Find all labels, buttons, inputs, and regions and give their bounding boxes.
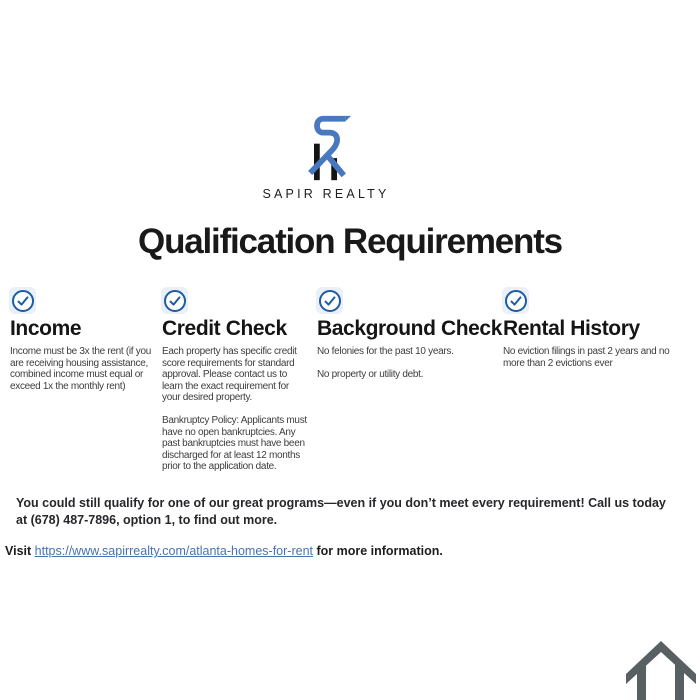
heading-background-check: Background Check [317,317,502,340]
visit-line [5,544,443,558]
column-rental-history [503,287,689,484]
website-link[interactable]: https://www.sapirrealty.com/atlanta-homes-for-rent [34,544,313,558]
credit-check-body [162,346,308,473]
heading-rental-history: Rental History [503,317,640,340]
brand-name: SAPIR REALTY [262,187,390,201]
rental-history-body [503,346,689,369]
heading-income: Income [10,317,82,340]
column-income [10,287,153,484]
visit-prefix: Visit [5,544,35,558]
requirements-columns [10,287,689,484]
column-credit-check [162,287,308,484]
check-circle-icon [161,287,188,314]
background-check-body [317,346,494,380]
page-title: Qualification Requirements [138,222,562,261]
income-paragraph: Income must be 3x the rent (if you are receiving housing assistance, combined income must equal or exceed 1x the monthly rent) [10,346,151,392]
income-body [10,346,153,392]
sapir-realty-logo-icon [301,112,351,184]
felonies-paragraph: No felonies for the past 10 years. [317,346,454,357]
bankruptcy-policy-paragraph: Bankruptcy Policy: Applicants must have no open bankruptcies. Any past bankruptcies must have been discharged for at least 12 months prior to the application date. [162,414,307,473]
visit-suffix: for more information. [313,544,443,558]
house-outline-icon [625,639,697,700]
qualify-highlight-text: You could still qualify for one of our great programs—even if you don’t meet every requirement! Call us today at (678) 487-7896, option 1, to find out more. [16,496,666,527]
check-circle-icon [316,287,343,314]
check-circle-icon [9,287,36,314]
logo-block [0,112,676,201]
credit-check-paragraph: Each property has specific credit score requirements for standard approval. Please contact us to learn the exact requirement for your desired property. [162,346,297,404]
column-background-check [317,287,502,484]
check-circle-icon [502,287,529,314]
eviction-paragraph: No eviction filings in past 2 years and no more than 2 evictions ever [503,346,670,369]
heading-credit-check: Credit Check [162,317,287,340]
debt-paragraph: No property or utility debt. [317,368,424,380]
